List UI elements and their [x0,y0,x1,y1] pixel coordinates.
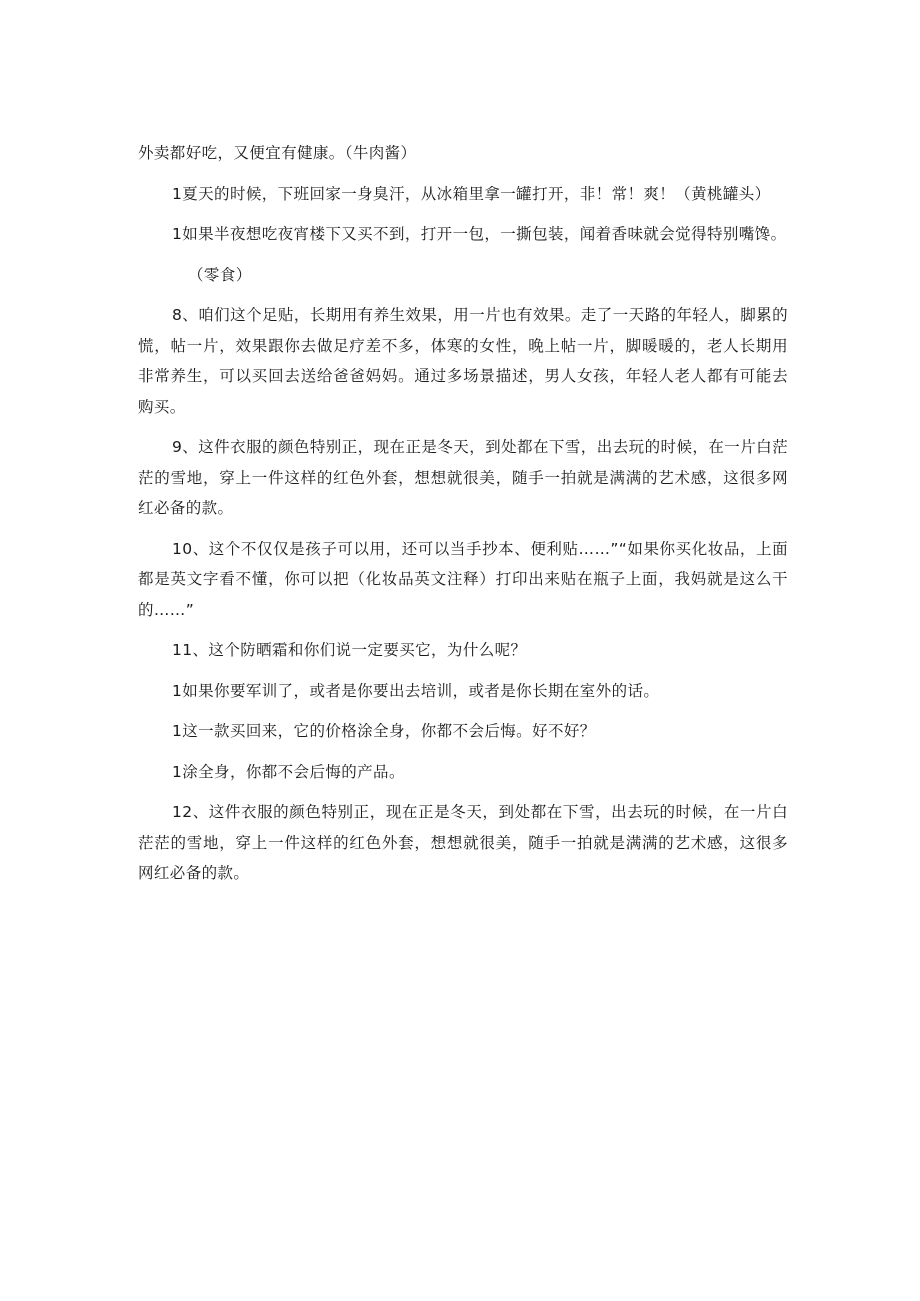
paragraph-item-11: 11、这个防晒霜和你们说一定要买它，为什么呢？ [172,641,527,659]
paragraph-item-8: 8、咱们这个足贴，长期用有养生效果，用一片也有效果。走了一天路的年轻人，脚累的慌，帖一片，效果跟你去做足疗差不多，体寒的女性，晚上帖一片，脚暖暖的，老人长期用非常养生，可以买回去送给爸爸妈妈。通过多场景描述，男人女孩，年轻人老人都有可能去购买。 [138,306,788,416]
paragraph-snack-label: （零食） [188,265,252,284]
paragraph-item-11-point-1: 1如果你要军训了，或者是你要出去培训，或者是你长期在室外的话。 [172,681,660,700]
paragraph-midnight-snack: 1如果半夜想吃夜宵楼下又买不到，打开一包，一撕包装，闻着香味就会觉得特别嘴馋。 [172,225,787,243]
paragraph-peach-can: 1夏天的时候，下班回家一身臭汗，从冰箱里拿一罐打开，非！常！爽！（黄桃罐头） [172,184,771,203]
paragraph-beef-sauce: 外卖都好吃，又便宜有健康。（牛肉酱） [138,144,417,162]
document-body [138,138,788,889]
paragraph-item-9: 9、这件衣服的颜色特别正，现在正是冬天，到处都在下雪，出去玩的时候，在一片白茫茫的雪地，穿上一件这样的红色外套，想想就很美，随手一拍就是满满的艺术感，这很多网红必备的款。 [138,438,788,517]
paragraph-item-10: 10、这个不仅仅是孩子可以用，还可以当手抄本、便利贴……”“如果你买化妆品，上面都是英文字看不懂，你可以把（化妆品英文注释）打印出来贴在瓶子上面，我妈就是这么干的……” [138,539,788,619]
paragraph-item-11-point-3: 1涂全身，你都不会后悔的产品。 [172,762,405,781]
paragraph-item-12: 12、这件衣服的颜色特别正，现在正是冬天，到处都在下雪，出去玩的时候，在一片白茫茫的雪地，穿上一件这样的红色外套，想想就很美，随手一拍就是满满的艺术感，这很多网红必备的款。 [138,803,788,882]
paragraph-item-11-point-2: 1这一款买回来，它的价格涂全身，你都不会后悔。好不好？ [172,722,596,740]
